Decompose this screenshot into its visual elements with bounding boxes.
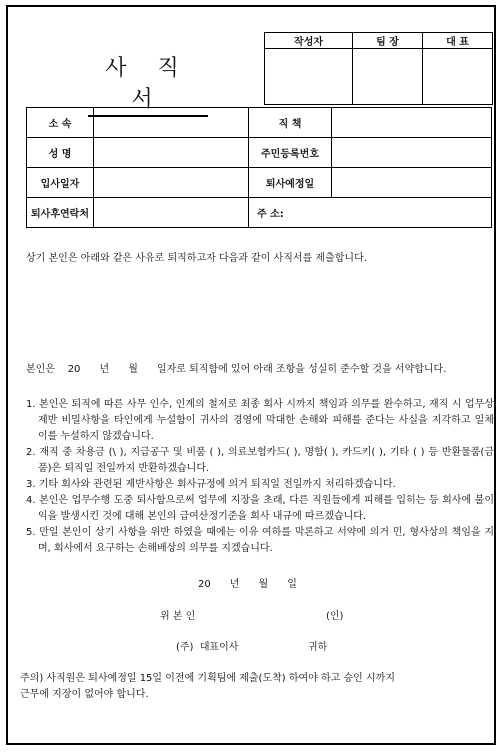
resign-date-field[interactable]: [332, 168, 492, 198]
notice-line-2: 근무에 지장이 없어야 합니다.: [20, 689, 149, 700]
approval-header-team-lead: 팀 장: [353, 33, 423, 49]
id-number-field[interactable]: [332, 138, 492, 168]
dept-field[interactable]: [94, 108, 249, 138]
address-label: 주 소:: [257, 209, 284, 220]
contact-field[interactable]: [94, 198, 249, 228]
approval-box: [264, 32, 493, 105]
seal-label: (인): [326, 611, 344, 622]
position-label: 직 책: [249, 108, 332, 138]
pledge-item-1: 1. 본인은 퇴직에 따른 사무 인수, 인계의 철저로 최종 회사 시까지 책임과 의무를 완수하고, 재직 시 업무상 제반 비밀사항을 타인에게 누설함이 귀사의 경영에 막대한 손해와 피해를 준다는 사실을 지각하고 일체 이를 누설하지 않겠습니다.: [26, 399, 494, 442]
resignation-form: [6, 5, 496, 745]
name-label: 성 명: [27, 138, 94, 168]
address-field[interactable]: [249, 198, 492, 228]
pledge-item-5: 5. 만일 본인이 상기 사항을 위반 하였을 때에는 이유 여하를 막론하고 서약에 의거 민, 형사상의 책임을 지며, 회사에서 요구하는 손해배상의 의무를 지겠습니다.: [26, 527, 494, 554]
id-number-label: 주민등록번호: [249, 138, 332, 168]
document-title: 사 직 서: [88, 51, 208, 117]
approval-sign-ceo[interactable]: [423, 49, 493, 105]
hire-date-field[interactable]: [94, 168, 249, 198]
approval-sign-writer[interactable]: [265, 49, 353, 105]
notice-line-1: 주의) 사직원은 퇴사예정일 15일 이전에 기획팀에 제출(도착) 하여야 하고 승인 시까지: [20, 673, 395, 684]
pledge-item-3: 3. 기타 회사와 관련된 제반사항은 회사규정에 의거 퇴직일 전일까지 처리하겠습니다.: [26, 479, 396, 490]
pledge-item-2: 2. 재직 중 차용금 (\ ), 지급공구 및 비품 ( ), 의료보험카드( ), 명함( ), 카드키( ), 기타 ( ) 등 반환물품(금품)은 퇴직일 전일까지 반환하겠습니다.: [26, 447, 494, 474]
pledge-items: [26, 397, 494, 557]
pledge-item-4: 4. 본인은 업무수행 도중 퇴사함으로써 업무에 지장을 초래, 다른 직원들에게 피해를 입히는 등 회사에 불이익을 발생시킨 것에 대해 본인의 급여산정기준을 회사 내규에 따르겠습니다.: [26, 495, 494, 522]
honorific: 귀하: [308, 642, 328, 653]
date-line: 20 년 월 일: [198, 579, 297, 590]
hire-date-label: 입사일자: [27, 168, 94, 198]
intro-text: 상기 본인은 아래와 같은 사유로 퇴직하고자 다음과 같이 사직서를 제출합니다.: [26, 253, 367, 264]
pledge-text: 본인은 20 년 월 일자로 퇴직함에 있어 아래 조항을 성실히 준수할 것을 서약합니다.: [26, 364, 447, 375]
position-field[interactable]: [332, 108, 492, 138]
approval-header-ceo: 대 표: [423, 33, 493, 49]
signer-label: 위 본 인: [160, 611, 196, 622]
approval-sign-team-lead[interactable]: [353, 49, 423, 105]
dept-label: 소 속: [27, 108, 94, 138]
name-field[interactable]: [94, 138, 249, 168]
approval-header-writer: 작성자: [265, 33, 353, 49]
contact-label: 퇴사후연락처: [27, 198, 94, 228]
employee-info-table: [26, 107, 492, 228]
resign-date-label: 퇴사예정일: [249, 168, 332, 198]
company-line: (주) 대표이사: [176, 642, 239, 653]
